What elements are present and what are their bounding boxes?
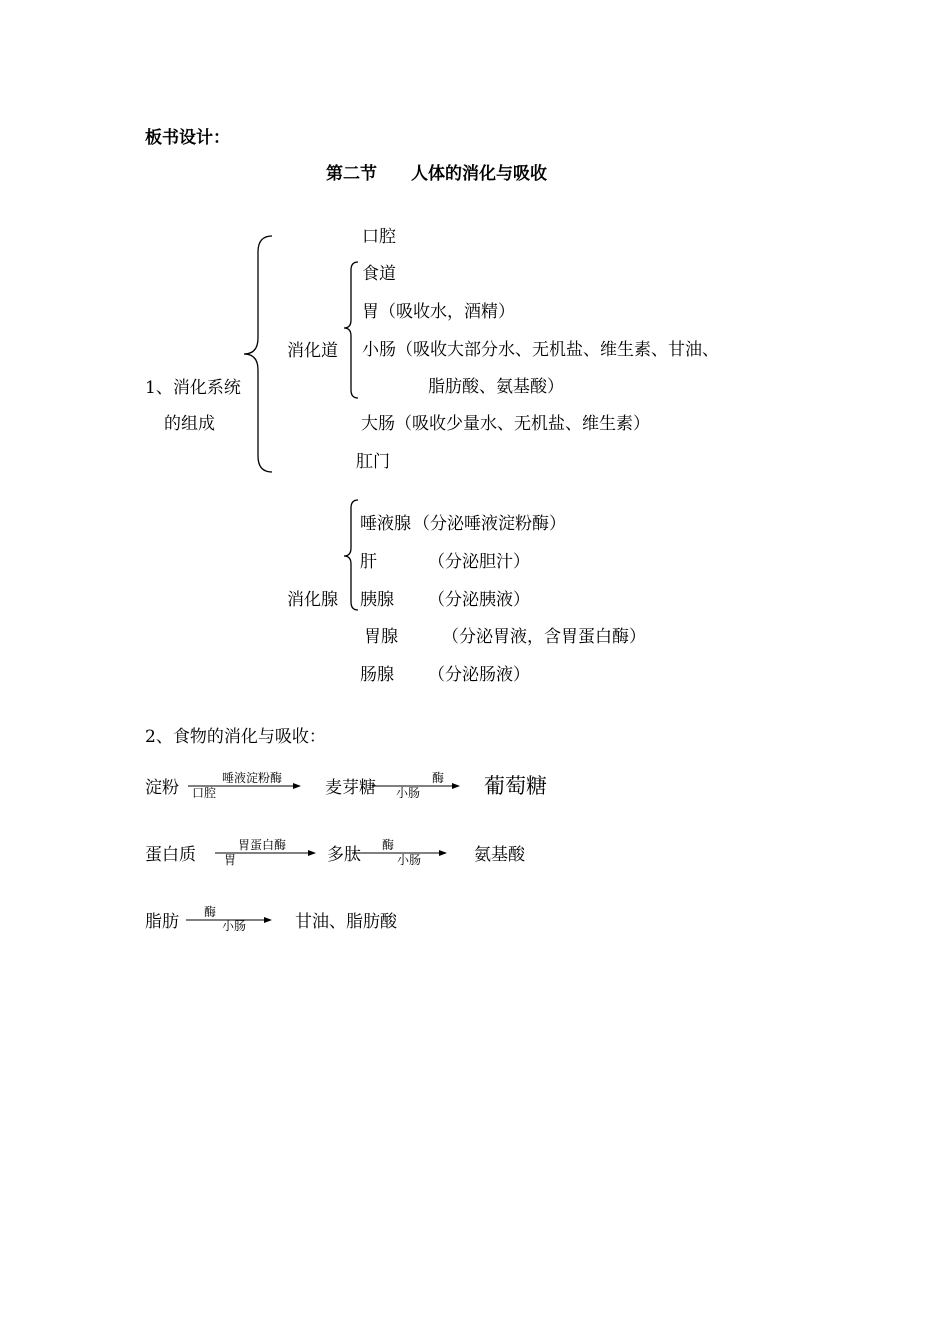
page-title: 第二节 人体的消化与吸收: [326, 164, 547, 184]
tract-item-small-intestine: 小肠（吸收大部分水、无机盐、维生素、甘油、: [362, 340, 719, 360]
starch-site-2: 小肠: [396, 786, 421, 800]
fat-start: 脂肪: [145, 912, 179, 932]
starch-start: 淀粉: [145, 778, 179, 798]
protein-mid: 多肽: [327, 845, 361, 865]
protein-site-1: 胃: [224, 853, 237, 867]
tract-item-mouth: 口腔: [362, 227, 396, 247]
protein-enzyme-1: 胃蛋白酶: [238, 838, 287, 852]
gland-desc-pancreas: （分泌胰液）: [428, 590, 530, 610]
tract-item-stomach: 胃（吸收水，酒精）: [362, 302, 515, 322]
gland-name-gastric: 胃腺: [364, 627, 398, 647]
protein-end: 氨基酸: [474, 845, 525, 865]
gland-name-liver: 肝: [360, 552, 377, 572]
gland-desc-salivary: （分泌唾液淀粉酶）: [413, 514, 566, 534]
section1-label-line1: 1、消化系统: [145, 378, 241, 398]
section2-title: 2、食物的消化与吸收：: [145, 727, 326, 747]
starch-end: 葡萄糖: [484, 774, 547, 798]
fat-site: 小肠: [222, 919, 247, 933]
tract-label: 消化道: [287, 341, 338, 361]
protein-site-2: 小肠: [397, 853, 422, 867]
gland-name-salivary: 唾液腺: [360, 514, 411, 534]
tract-item-esophagus: 食道: [362, 264, 396, 284]
starch-site-1: 口腔: [192, 786, 217, 800]
protein-enzyme-2: 酶: [382, 838, 395, 852]
starch-mid: 麦芽糖: [325, 778, 376, 798]
protein-start: 蛋白质: [145, 845, 196, 865]
gland-desc-gastric: （分泌胃液，含胃蛋白酶）: [442, 627, 646, 647]
gland-name-pancreas: 胰腺: [360, 590, 394, 610]
board-design-heading: 板书设计：: [145, 128, 230, 148]
tract-item-small-intestine-cont: 脂肪酸、氨基酸）: [428, 377, 564, 397]
fat-end: 甘油、脂肪酸: [295, 912, 397, 932]
section1-label-line2: 的组成: [164, 414, 215, 434]
gland-label: 消化腺: [287, 590, 338, 610]
starch-enzyme-1: 唾液淀粉酶: [222, 771, 283, 785]
gland-desc-liver: （分泌胆汁）: [428, 552, 530, 572]
gland-desc-intestinal: （分泌肠液）: [428, 665, 530, 685]
tract-item-anus: 肛门: [356, 452, 390, 472]
gland-name-intestinal: 肠腺: [360, 665, 394, 685]
tract-item-large-intestine: 大肠（吸收少量水、无机盐、维生素）: [361, 414, 650, 434]
starch-enzyme-2: 酶: [432, 771, 445, 785]
fat-enzyme: 酶: [204, 905, 217, 919]
